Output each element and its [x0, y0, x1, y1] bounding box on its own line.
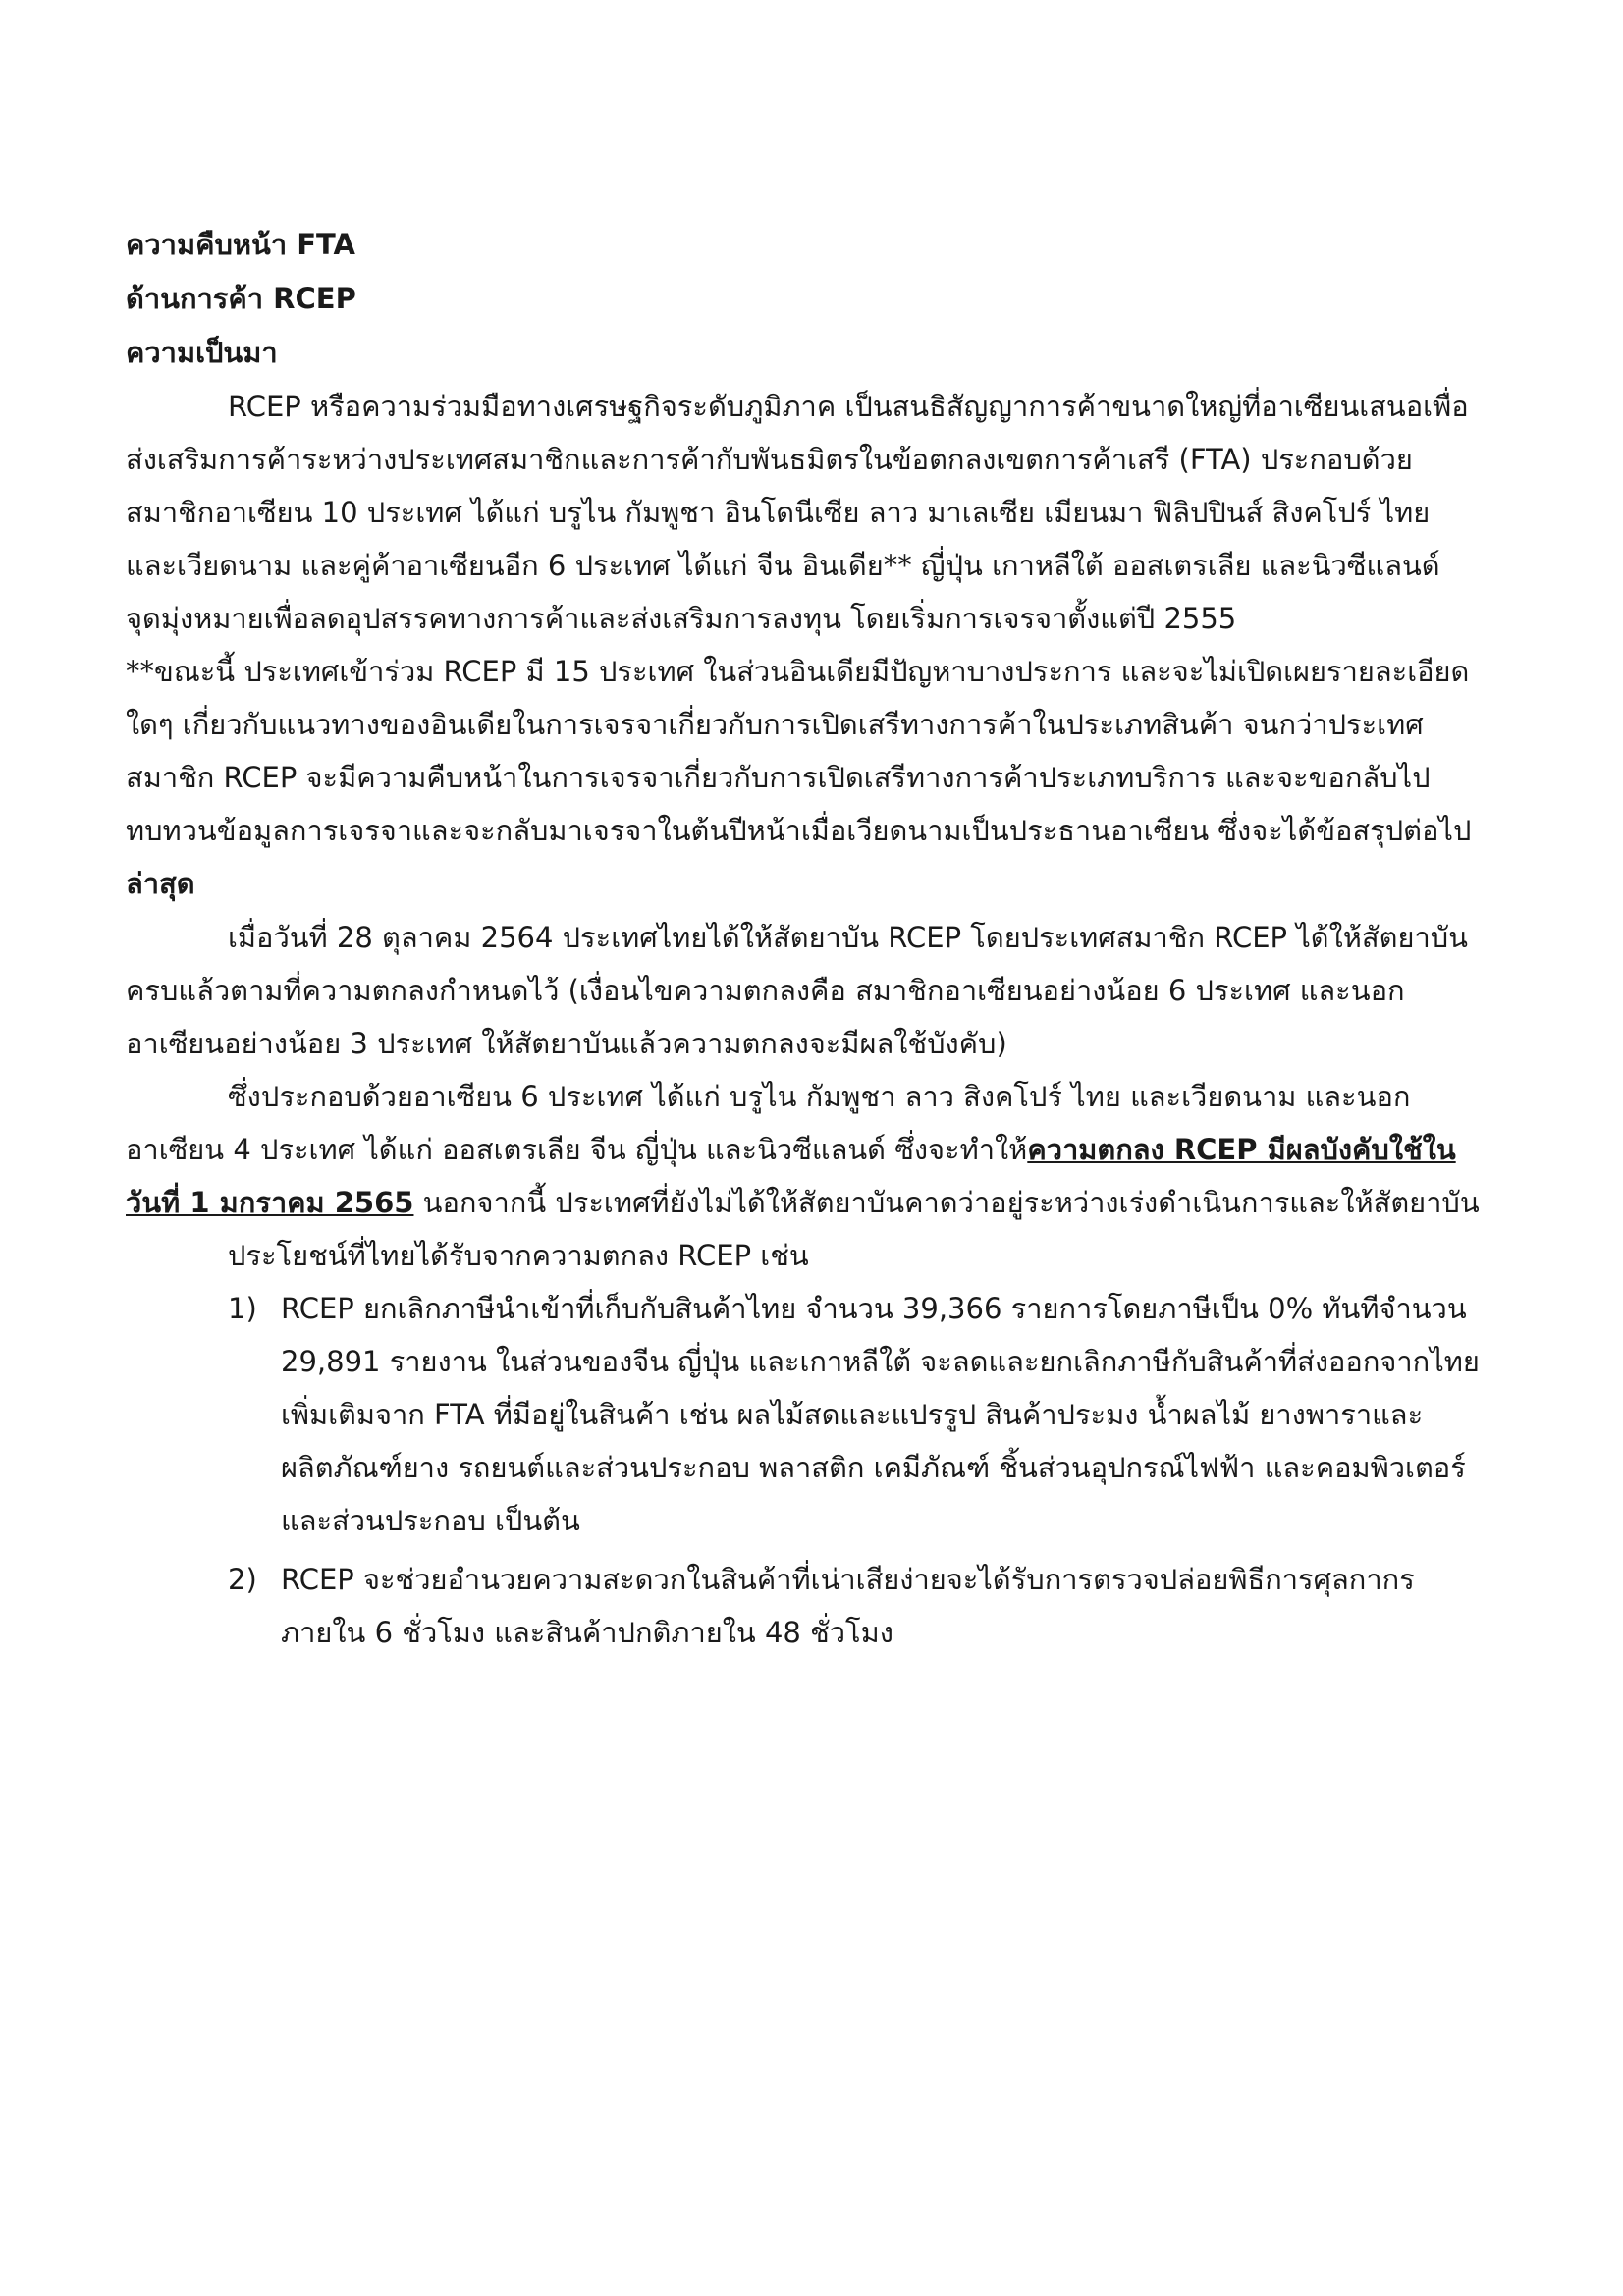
paragraph-line [126, 1123, 1500, 1176]
document-page [126, 218, 1500, 1659]
paragraph-line: ทบทวนข้อมูลการเจรจาและจะกลับมาเจรจาในต้นปีหน้าเมื่อเวียดนามเป็นประธานอาเซียน ซึ่งจะได้ข้อสรุปต่อไป [126, 814, 1472, 847]
paragraph-line: RCEP หรือความร่วมมือทางเศรษฐกิจระดับภูมิภาค เป็นสนธิสัญญาการค้าขนาดใหญ่ที่อาเซียนเสนอเพื่อ [228, 390, 1469, 423]
effective-date-emphasis: วันที่ 1 มกราคม 2565 [126, 1186, 414, 1219]
list-item-line: RCEP จะช่วยอำนวยความสะดวกในสินค้าที่เน่าเสียง่ายจะได้รับการตรวจปล่อยพิธีการศุลกากร [281, 1563, 1415, 1596]
list-item-line: 29,891 รายงาน ในส่วนของจีน ญี่ปุ่น และเกาหลีใต้ จะลดและยกเลิกภาษีกับสินค้าที่ส่งออกจากไทย [281, 1345, 1480, 1378]
paragraph-line: และเวียดนาม และคู่ค้าอาเซียนอีก 6 ประเทศ ได้แก่ จีน อินเดีย** ญี่ปุ่น เกาหลีใต้ ออสเตรเลีย และนิวซีแลนด์ [126, 549, 1440, 582]
paragraph-line: ส่งเสริมการค้าระหว่างประเทศสมาชิกและการค้ากับพันธมิตรในข้อตกลงเขตการค้าเสรี (FTA) ประกอบด้วย [126, 443, 1413, 476]
list-item-line: ภายใน 6 ชั่วโมง และสินค้าปกติภายใน 48 ชั่วโมง [281, 1616, 893, 1649]
latest-paragraph-1 [126, 911, 1500, 1070]
paragraph-text: นอกจากนี้ ประเทศที่ยังไม่ได้ให้สัตยาบันคาดว่าอยู่ระหว่างเร่งดำเนินการและให้สัตยาบัน [413, 1186, 1480, 1219]
section-heading-latest: ล่าสุด [126, 867, 195, 900]
paragraph-line: ใดๆ เกี่ยวกับแนวทางของอินเดียในการเจรจาเกี่ยวกับการเปิดเสรีทางการค้าในประเภทสินค้า จนกว่าประเทศ [126, 708, 1424, 741]
note-paragraph [126, 645, 1500, 857]
list-item-line: เพิ่มเติมจาก FTA ที่มีอยู่ในสินค้า เช่น ผลไม้สดและแปรรูป สินค้าประมง น้ำผลไม้ ยางพาราและ [281, 1398, 1424, 1431]
paragraph-line: อาเซียนอย่างน้อย 3 ประเทศ ให้สัตยาบันแล้วความตกลงจะมีผลใช้บังคับ) [126, 1027, 1007, 1060]
paragraph-line: สมาชิกอาเซียน 10 ประเทศ ได้แก่ บรูไน กัมพูชา อินโดนีเซีย ลาว มาเลเซีย เมียนมา ฟิลิปปินส์ สิงคโปร์ ไทย [126, 496, 1431, 529]
background-paragraph [126, 380, 1500, 645]
effective-date-emphasis: ความตกลง RCEP มีผลบังคับใช้ใน [1027, 1133, 1456, 1166]
document-subtitle: ด้านการค้า RCEP [126, 282, 356, 315]
paragraph-line: ซึ่งประกอบด้วยอาเซียน 6 ประเทศ ได้แก่ บรูไน กัมพูชา ลาว สิงคโปร์ ไทย และเวียดนาม และนอก [228, 1080, 1411, 1113]
latest-paragraph-2 [126, 1070, 1500, 1229]
section-heading-background: ความเป็นมา [126, 336, 278, 369]
list-item-line: RCEP ยกเลิกภาษีนำเข้าที่เก็บกับสินค้าไทย จำนวน 39,366 รายการโดยภาษีเป็น 0% ทันทีจำนวน [281, 1292, 1467, 1325]
list-item-number: 1) [228, 1292, 257, 1325]
paragraph-line: ครบแล้วตามที่ความตกลงกำหนดไว้ (เงื่อนไขความตกลงคือ สมาชิกอาเซียนอย่างน้อย 6 ประเทศ และนอก [126, 974, 1405, 1007]
list-item-number: 2) [228, 1563, 257, 1596]
document-title: ความคืบหน้า FTA [126, 228, 355, 261]
list-item [126, 1282, 1500, 1547]
benefits-list [126, 1282, 1500, 1659]
paragraph-line: จุดมุ่งหมายเพื่อลดอุปสรรคทางการค้าและส่งเสริมการลงทุน โดยเริ่มการเจรจาตั้งแต่ปี 2555 [126, 602, 1237, 635]
benefits-intro: ประโยชน์ที่ไทยได้รับจากความตกลง RCEP เช่น [228, 1239, 809, 1272]
paragraph-text: อาเซียน 4 ประเทศ ได้แก่ ออสเตรเลีย จีน ญี่ปุ่น และนิวซีแลนด์ ซึ่งจะทำให้ [126, 1133, 1028, 1166]
paragraph-line: **ขณะนี้ ประเทศเข้าร่วม RCEP มี 15 ประเทศ ในส่วนอินเดียมีปัญหาบางประการ และจะไม่เปิดเผยรายละเอียด [126, 655, 1470, 688]
list-item-line: และส่วนประกอบ เป็นต้น [281, 1504, 580, 1537]
paragraph-line [126, 1176, 1500, 1229]
list-item [126, 1553, 1500, 1659]
list-item-line: ผลิตภัณฑ์ยาง รถยนต์และส่วนประกอบ พลาสติก เคมีภัณฑ์ ชิ้นส่วนอุปกรณ์ไฟฟ้า และคอมพิวเตอร์ [281, 1451, 1466, 1484]
paragraph-line: เมื่อวันที่ 28 ตุลาคม 2564 ประเทศไทยได้ให้สัตยาบัน RCEP โดยประเทศสมาชิก RCEP ได้ให้สัตยาบัน [228, 921, 1468, 954]
paragraph-line: สมาชิก RCEP จะมีความคืบหน้าในการเจรจาเกี่ยวกับการเปิดเสรีทางการค้าประเภทบริการ และจะขอกลับไป [126, 761, 1431, 794]
